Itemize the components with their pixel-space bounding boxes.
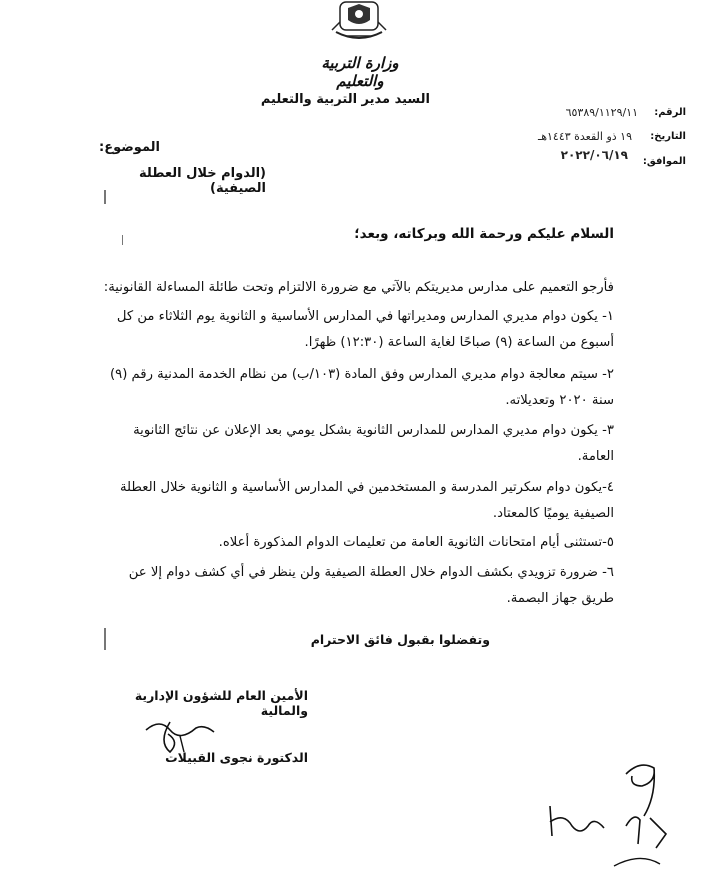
list-item: ٦- ضرورة تزويدي بكشف الدوام خلال العطلة الصيفية ولن ينظر في أي كشف دوام إلا عن طريق جهاز البصمة. xyxy=(128,565,614,606)
list-item: ٥-تستثنى أيام امتحانات الثانوية العامة من تعليمات الدوام المذكورة أعلاه. xyxy=(218,535,614,550)
corresponding-value: ٢٠٢٢/٠٦/١٩ xyxy=(560,148,628,162)
handwritten-annotation xyxy=(530,756,700,876)
corresponding-label: الموافق: xyxy=(642,156,686,167)
list-item: ٢- سيتم معالجة دوام مديري المدارس وفق المادة (١٠٣/ب) من نظام الخدمة المدنية رقم (٩) سنة ٢٠٢٠ وتعديلاته. xyxy=(109,367,614,408)
royal-crest-emblem xyxy=(326,0,392,46)
greeting: السلام عليكم ورحمة الله وبركاته، وبعد؛ xyxy=(354,226,614,242)
intro-paragraph: فأرجو التعميم على مدارس مديريتكم بالآتي مع ضرورة الالتزام وتحت طائلة المساءلة القانونية: xyxy=(103,280,614,295)
addressee: السيد مدير التربية والتعليم xyxy=(260,92,430,107)
subject-value: (الدوام خلال العطلة الصيفية) xyxy=(139,166,266,196)
scan-mark xyxy=(104,628,106,650)
date-value: ١٩ ذو القعدة ١٤٤٣هـ xyxy=(537,130,632,143)
list-item: ٣- يكون دوام مديري المدارس للمدارس الثانوية بشكل يومي بعد الإعلان عن نتائج الثانوية العامة. xyxy=(133,423,614,464)
list-item: ٤-يكون دوام سكرتير المدرسة و المستخدمين في المدارس الأساسية و الثانوية خلال العطلة الصيفية يوميًا كالمعتاد. xyxy=(119,480,614,521)
subject-label: الموضوع: xyxy=(99,140,160,155)
signatory-name: الدكتورة نجوى القبيلات xyxy=(165,750,308,765)
ref-label: الرقم: xyxy=(654,107,686,118)
date-label: التاريخ: xyxy=(650,131,686,142)
list-item: ١- يكون دوام مديري المدارس ومديراتها في المدارس الأساسية و الثانوية يوم الثلاثاء من كل أسبوع من الساعة (٩) صباحًا لغاية الساعة (١٢:٣٠) ظهرًا. xyxy=(116,309,614,350)
closing-line: وتفضلوا بقبول فائق الاحترام xyxy=(310,632,490,647)
ref-value: ٦٥٣٨٩/١١٢٩/١١ xyxy=(565,106,638,119)
scan-mark xyxy=(122,235,123,245)
signatory-title: الأمين العام للشؤون الإدارية والمالية xyxy=(134,688,308,718)
scan-mark xyxy=(104,190,106,204)
ministry-name: وزارة التربية والتعليم xyxy=(321,54,399,90)
